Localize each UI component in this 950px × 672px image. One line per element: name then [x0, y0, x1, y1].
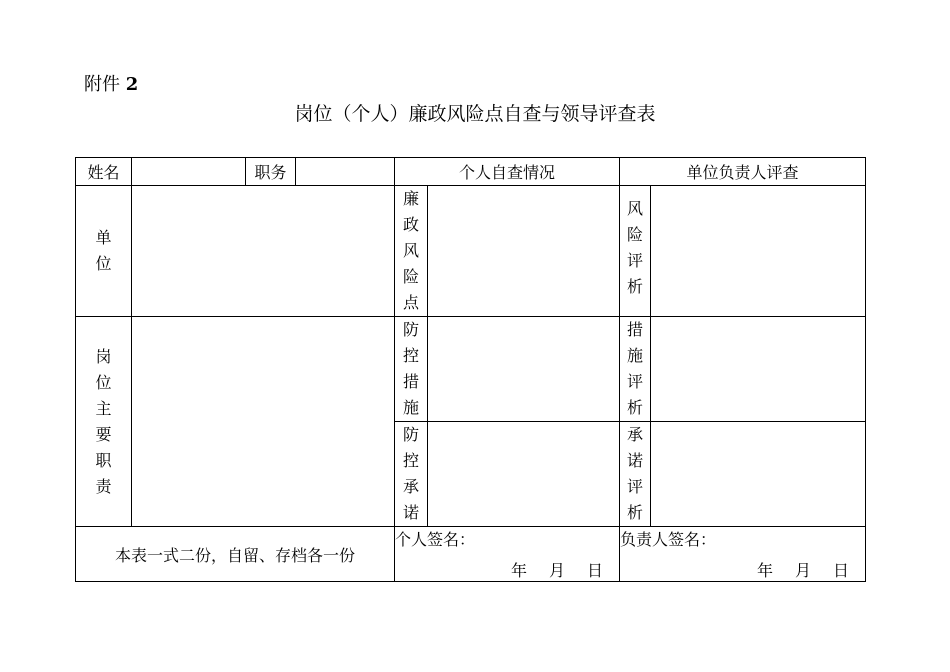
review-table [75, 157, 866, 582]
leader-review-header: 单位负责人评查 [620, 158, 866, 186]
name-field[interactable] [132, 158, 246, 186]
commit-eval-label: 承 诺 评 析 [620, 422, 651, 527]
leader-signature-date: 年 月 日 [756, 561, 850, 580]
measure-eval-label: 措 施 评 析 [620, 317, 651, 422]
risk-point-label: 廉 政 风 险 点 [395, 186, 428, 317]
measure-eval-field[interactable] [651, 317, 866, 422]
control-measure-label: 防 控 措 施 [395, 317, 428, 422]
duty-label: 岗 位 主 要 职 责 [76, 317, 132, 527]
unit-label: 单 位 [76, 186, 132, 317]
position-field[interactable] [296, 158, 395, 186]
control-commit-label: 防 控 承 诺 [395, 422, 428, 527]
self-check-header: 个人自查情况 [395, 158, 620, 186]
attachment-label: 附件 2 [84, 74, 139, 95]
risk-eval-field[interactable] [651, 186, 866, 317]
page-title: 岗位（个人）廉政风险点自查与领导评查表 [294, 103, 656, 125]
commit-eval-field[interactable] [651, 422, 866, 527]
duty-field[interactable] [132, 317, 395, 527]
position-label: 职务 [246, 158, 296, 186]
risk-point-field[interactable] [428, 186, 620, 317]
personal-signature-cell[interactable] [395, 527, 620, 582]
leader-signature-label: 负责人签名： [620, 530, 717, 549]
unit-field[interactable] [132, 186, 395, 317]
leader-signature-cell[interactable] [620, 527, 866, 582]
personal-signature-label: 个人签名： [395, 530, 476, 549]
risk-eval-label: 风 险 评 析 [620, 186, 651, 317]
name-label: 姓名 [76, 158, 132, 186]
personal-signature-date: 年 月 日 [510, 561, 604, 580]
footer-note: 本表一式二份，自留、存档各一份 [76, 527, 395, 582]
control-measure-field[interactable] [428, 317, 620, 422]
control-commit-field[interactable] [428, 422, 620, 527]
